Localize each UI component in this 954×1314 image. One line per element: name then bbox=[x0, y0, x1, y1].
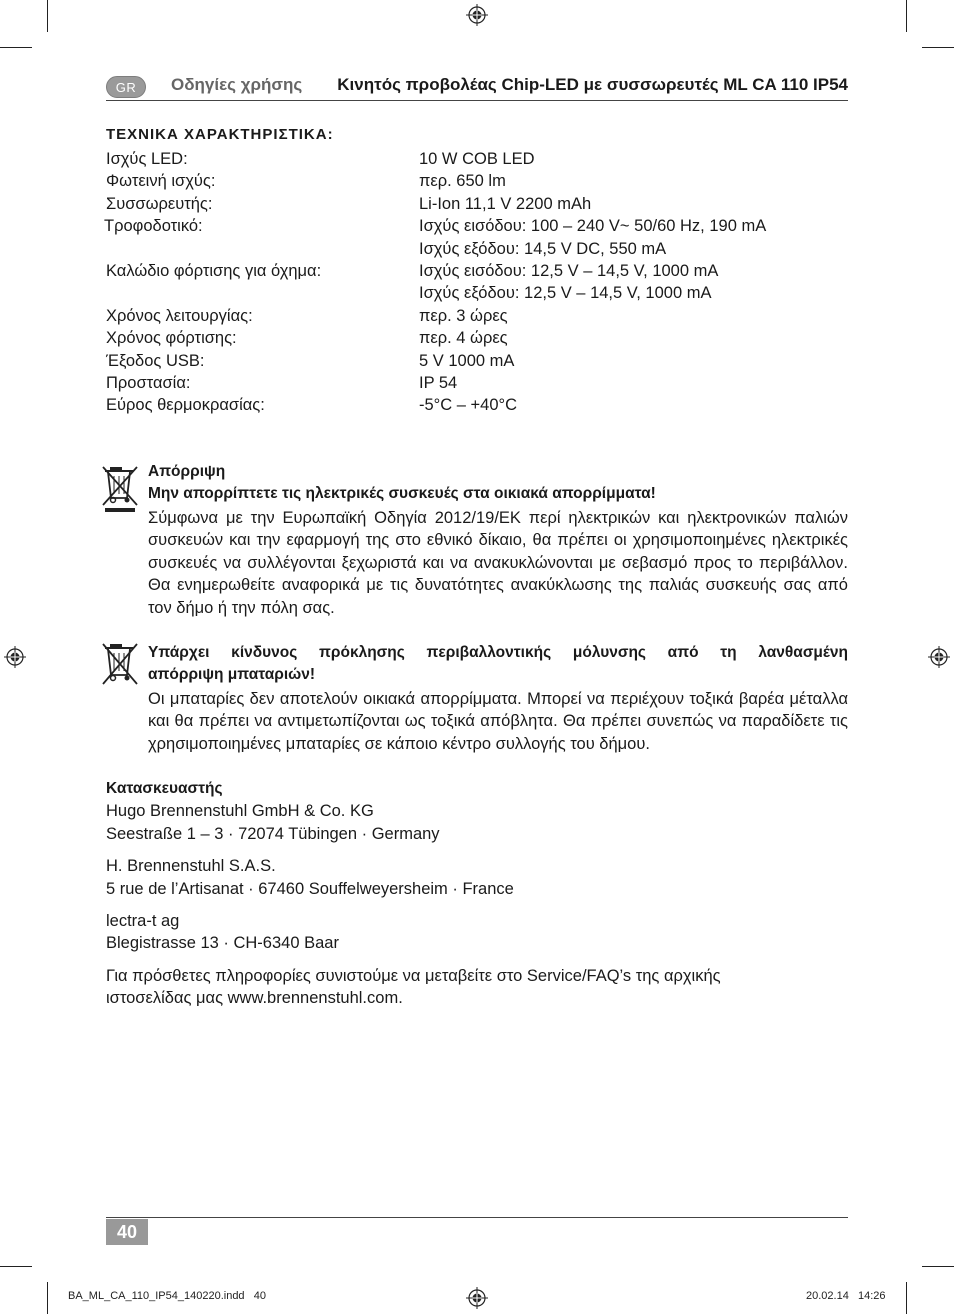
crop-mark bbox=[0, 47, 32, 48]
manufacturer-block bbox=[106, 778, 848, 1010]
section-title: Οδηγίες χρήσης bbox=[171, 75, 303, 94]
spec-row bbox=[106, 193, 848, 215]
header-divider bbox=[106, 100, 848, 101]
footer-divider bbox=[106, 1217, 848, 1218]
battery-warning-line2: απόρριψη μπαταριών! bbox=[148, 666, 316, 683]
language-badge: GR bbox=[106, 76, 146, 98]
battery-warning-line1: Υπάρχει κίνδυνος πρόκλησης περιβαλλοντικής μόλυνσης από τη λανθασμένη bbox=[148, 644, 848, 661]
spec-value: Ισχύς εξόδου: 12,5 V – 14,5 V, 1000 mA bbox=[419, 284, 712, 303]
registration-mark-icon bbox=[4, 646, 26, 668]
spec-value: περ. 4 ώρες bbox=[419, 329, 508, 348]
manufacturer-company: lectra-t ag bbox=[106, 912, 180, 931]
spec-value: 5 V 1000 mA bbox=[419, 351, 515, 370]
spec-value: περ. 3 ώρες bbox=[419, 306, 508, 325]
spec-label: Φωτεινή ισχύς: bbox=[106, 172, 216, 191]
manufacturer-address: Seestraße 1 – 3 · 72074 Tübingen · Germany bbox=[106, 824, 440, 843]
spec-label: Χρόνος φόρτισης: bbox=[106, 329, 237, 348]
page-header bbox=[106, 74, 848, 100]
battery-text: Οι μπαταρίες δεν αποτελούν οικιακά απορρίμματα. Μπορεί να περιέχουν τοξικά βαρέα μέταλλα και θα πρέπει να αντιμετωπίζονται ως τοξικά απόβλητα. Θα πρέπει συνεπώς να παραδίδετε τις χρησιμοποιημένες μπαταρίες σε κάποιο κέντρο συλλογής του δήμου. bbox=[148, 690, 848, 753]
registration-mark-icon bbox=[466, 1287, 488, 1309]
spec-label: Τροφοδοτικό: bbox=[104, 217, 203, 236]
spec-row bbox=[106, 170, 848, 192]
crop-mark bbox=[47, 1282, 48, 1314]
spec-value: Ισχύς εξόδου: 14,5 V DC, 550 mA bbox=[419, 239, 667, 258]
spec-row bbox=[106, 282, 848, 304]
spec-row bbox=[106, 215, 848, 237]
crop-mark bbox=[906, 0, 907, 32]
spec-row bbox=[106, 305, 848, 327]
crop-mark bbox=[922, 1266, 954, 1267]
spec-label: Συσσωρευτής: bbox=[106, 194, 213, 213]
spec-label: Προστασία: bbox=[106, 373, 191, 392]
spec-value: περ. 650 lm bbox=[419, 172, 506, 191]
manufacturer-company: Hugo Brennenstuhl GmbH & Co. KG bbox=[106, 802, 374, 821]
spec-row bbox=[106, 372, 848, 394]
spec-value: 10 W COB LED bbox=[419, 150, 535, 168]
spec-label: Καλώδιο φόρτισης για όχημα: bbox=[106, 261, 322, 280]
specs-table bbox=[106, 148, 848, 417]
crop-mark bbox=[0, 1266, 32, 1267]
product-title: Κινητός προβολέας Chip-LED με συσσωρευτές ML CA 110 IP54 bbox=[337, 75, 848, 94]
spec-label: Εύρος θερμοκρασίας: bbox=[106, 396, 265, 415]
manufacturer-company: H. Brennenstuhl S.A.S. bbox=[106, 857, 276, 876]
info-text-line: Για πρόσθετες πληροφορίες συνιστούμε να μεταβείτε στο Service/FAQ’s της αρχικής bbox=[106, 966, 721, 985]
spec-label: Έξοδος USB: bbox=[106, 351, 205, 370]
spec-row bbox=[106, 350, 848, 372]
date-slug: 20.02.14 14:26 bbox=[806, 1290, 886, 1302]
page-number: 40 bbox=[106, 1219, 148, 1245]
spec-row bbox=[106, 260, 848, 282]
manufacturer-address: Blegistrasse 13 · CH-6340 Baar bbox=[106, 934, 339, 953]
disposal-text: Σύμφωνα με την Ευρωπαϊκή Οδηγία 2012/19/ΕΚ περί ηλεκτρικών και ηλεκτρονικών παλιών συσκευών και την εφαρμογή της στο εθνικό δίκαιο, θα πρέπει οι χρησιμοποιημένες ηλεκτρικές συσκευές να συλλέγονται ξεχωριστά και να ανακυκλώνονται με σεβασμό προς το περιβάλλον. Θα ενημερωθείτε αναφορικά με τις δυνατότητες ανακύκλωσης της παλιάς συσκευής σας από τον δήμο ή την πόλη σας. bbox=[148, 509, 848, 617]
spec-value: IP 54 bbox=[419, 373, 458, 392]
registration-mark-icon bbox=[928, 646, 950, 668]
crossed-bin-icon bbox=[101, 463, 141, 511]
disposal-warning: Μην απορρίπτετε τις ηλεκτρικές συσκευές στα οικιακά απορρίμματα! bbox=[148, 485, 656, 502]
crop-mark bbox=[906, 1282, 907, 1314]
spec-value: -5°C – +40°C bbox=[419, 396, 518, 415]
file-slug: BA_ML_CA_110_IP54_140220.indd 40 bbox=[68, 1290, 266, 1302]
spec-row bbox=[106, 394, 848, 416]
crop-mark bbox=[47, 0, 48, 32]
registration-mark-icon bbox=[466, 4, 488, 26]
spec-label: Χρόνος λειτουργίας: bbox=[106, 306, 253, 325]
crop-mark bbox=[922, 47, 954, 48]
spec-value: Ισχύς εισόδου: 12,5 V – 14,5 V, 1000 mA bbox=[419, 261, 719, 280]
spec-row bbox=[106, 327, 848, 349]
spec-row bbox=[106, 238, 848, 260]
crossed-bin-icon bbox=[101, 642, 141, 690]
disposal-title: Απόρριψη bbox=[148, 463, 226, 480]
spec-row bbox=[106, 148, 848, 170]
info-text-line: ιστοσελίδας μας www.brennenstuhl.com. bbox=[106, 989, 403, 1008]
spec-value: Ισχύς εισόδου: 100 – 240 V~ 50/60 Hz, 190 mA bbox=[419, 217, 767, 236]
spec-label: Ισχύς LED: bbox=[106, 150, 188, 168]
spec-value: Li-Ion 11,1 V 2200 mAh bbox=[419, 194, 592, 213]
specs-heading: ΤΕΧΝΙΚΑ ΧΑΡΑΚΤΗΡΙΣΤΙΚΑ: bbox=[106, 126, 334, 143]
manufacturer-heading: Κατασκευαστής bbox=[106, 780, 223, 797]
manufacturer-address: 5 rue de l’Artisanat · 67460 Souffelweyersheim · France bbox=[106, 879, 514, 898]
